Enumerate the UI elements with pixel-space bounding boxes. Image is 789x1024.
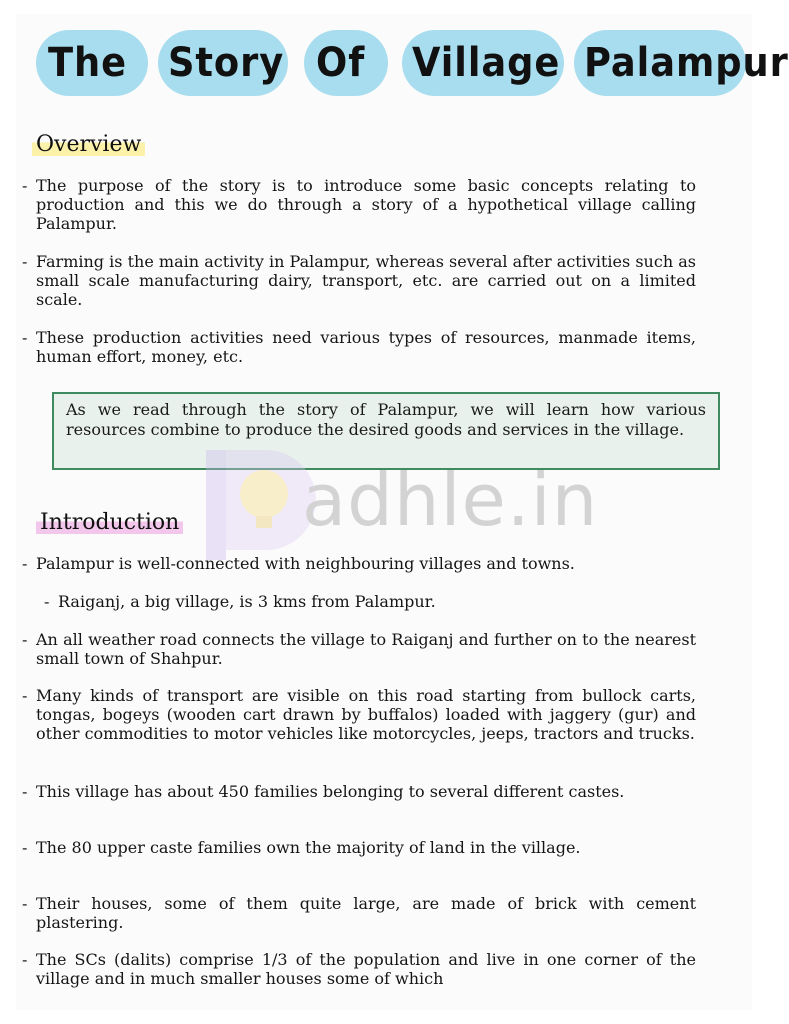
- title-word: Palampur: [584, 40, 789, 86]
- introduction-heading: Introduction: [36, 510, 183, 536]
- title-word: Village: [412, 40, 561, 86]
- list-item: - The purpose of the story is to introduce some basic concepts relating to production and this we do through a story of a hypothetical village calling Palampur.: [22, 176, 696, 233]
- list-item: - Many kinds of transport are visible on this road starting from bullock carts, tongas, bogeys (wooden cart drawn by buffalos) loaded with jaggery (gur) and other commodities to motor vehicles like motorcycles, jeeps, tractors and trucks.: [22, 686, 696, 743]
- note-box: [52, 392, 720, 470]
- page-title: [18, 22, 789, 102]
- overview-heading: Overview: [32, 132, 145, 158]
- list-item: - Palampur is well-connected with neighbouring villages and towns.: [22, 554, 575, 573]
- list-item: - An all weather road connects the village to Raiganj and further on to the nearest small town of Shahpur.: [22, 630, 696, 668]
- list-item: - This village has about 450 families belonging to several different castes.: [22, 782, 625, 801]
- title-word: Story: [168, 40, 285, 86]
- list-item: - Their houses, some of them quite large, are made of brick with cement plastering.: [22, 894, 696, 932]
- watermark-text: adhle.in: [302, 458, 599, 542]
- list-item: - Farming is the main activity in Palampur, whereas several after activities such as small scale manufacturing dairy, transport, etc. are carried out on a limited scale.: [22, 252, 696, 309]
- list-item: - The 80 upper caste families own the majority of land in the village.: [22, 838, 581, 857]
- list-item: - These production activities need various types of resources, manmade items, human effort, money, etc.: [22, 328, 696, 366]
- note-text: As we read through the story of Palampur, we will learn how various resources combine to produce the desired goods and services in the village.: [66, 400, 706, 439]
- list-subitem: - Raiganj, a big village, is 3 kms from Palampur.: [44, 592, 436, 611]
- title-word: The: [48, 40, 128, 86]
- list-item: - The SCs (dalits) comprise 1/3 of the population and live in one corner of the village and in much smaller houses some of which: [22, 950, 696, 988]
- title-word: Of: [316, 40, 366, 86]
